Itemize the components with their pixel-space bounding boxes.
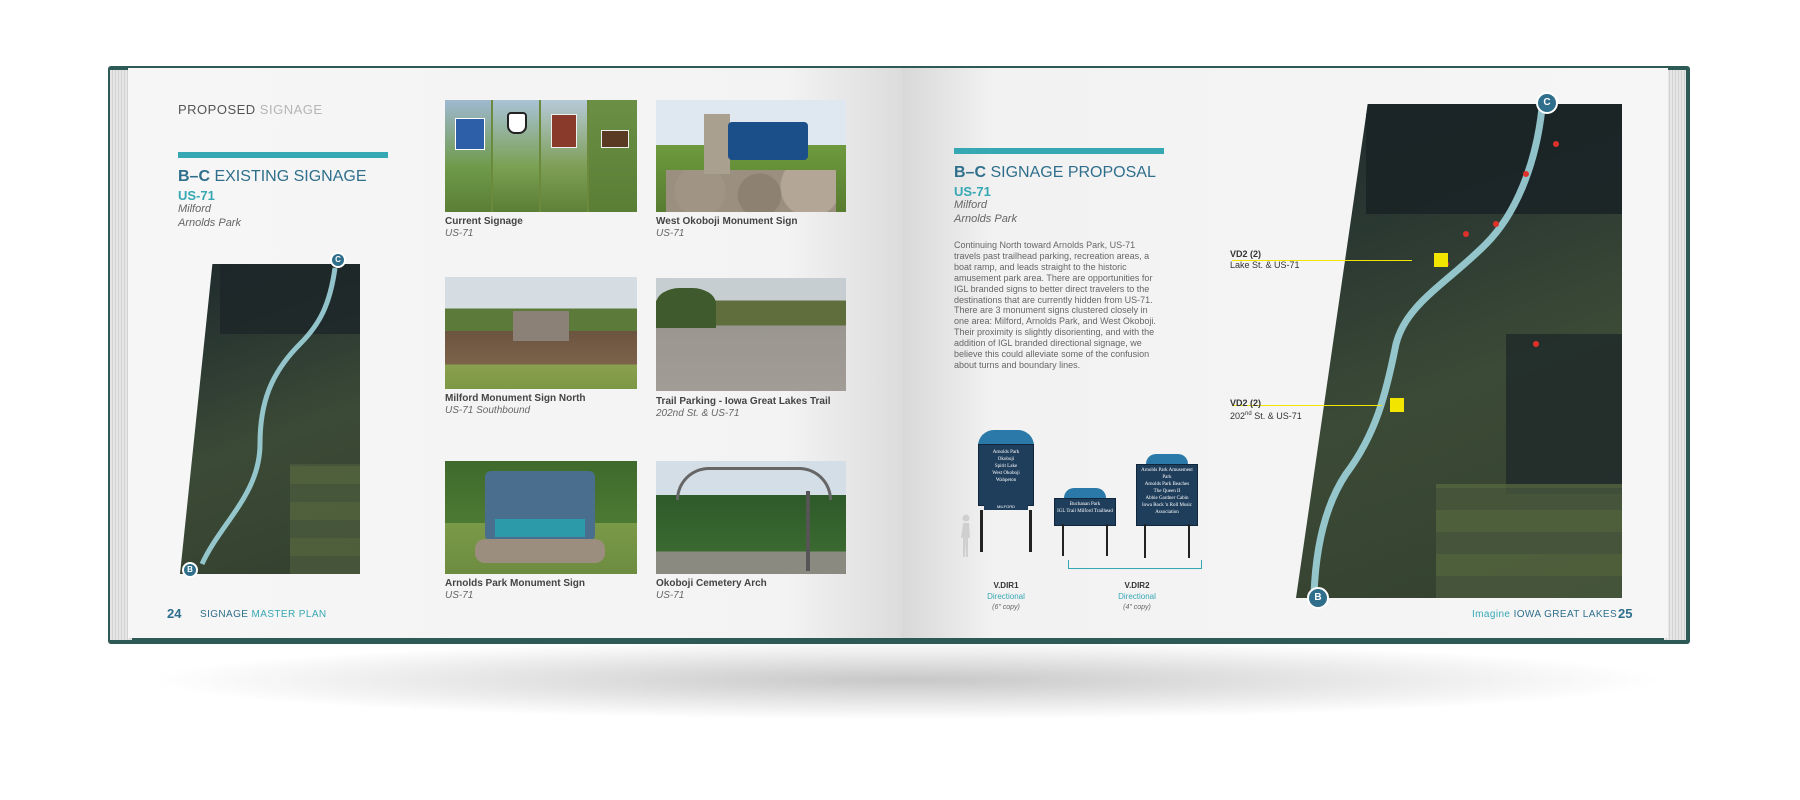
callout-code: VD2 (2) [1230, 249, 1262, 259]
town-list [954, 198, 1017, 226]
sign-type: Directional [987, 592, 1025, 601]
photo-subtitle: US-71 [445, 590, 474, 601]
callout-label [1230, 398, 1302, 422]
sign-vdir1-caption [976, 580, 1036, 613]
sign-destination: Arnolds Park Beaches [1144, 482, 1190, 487]
heading-rule [178, 152, 388, 158]
photo-milford-monument [445, 277, 637, 389]
sign-copy-note: (6" copy) [992, 604, 1020, 611]
sign-destination: Arnolds Park Amusement Park [1141, 468, 1193, 480]
route-label: US-71 [954, 184, 991, 199]
sign-destination: IGL Trail Milford Trailhead [1057, 509, 1113, 514]
photo-arnolds-park-monument [445, 461, 637, 574]
left-page [128, 68, 902, 638]
route-map-left [180, 264, 360, 574]
sign-code: V.DIR2 [1124, 581, 1150, 590]
page-number: 24 [167, 606, 182, 621]
footer-title: Imagine IOWA GREAT LAKES [1472, 609, 1618, 620]
photo-title: Arnolds Park Monument Sign [445, 578, 586, 589]
map-pin-b: B [1307, 587, 1329, 609]
sign-vdir1-illustration [978, 430, 1034, 558]
page-heading: B–C EXISTING SIGNAGE [178, 168, 367, 185]
map-pin-c: C [330, 252, 346, 268]
highway-route [1296, 104, 1622, 598]
section-eyebrow: PROPOSED SIGNAGE [178, 102, 323, 117]
callout-location: St. & US-71 [1251, 411, 1302, 421]
photo-west-okoboji-monument [656, 100, 846, 212]
sign-vdir2-tall-illustration [1136, 454, 1198, 558]
photo-subtitle: US-71 [656, 590, 685, 601]
sign-destination: West Okoboji [992, 471, 1020, 476]
sign-code: V.DIR1 [993, 581, 1019, 590]
callout-superscript: nd [1245, 411, 1252, 417]
sign-vdir2-caption [1102, 580, 1172, 613]
book-shadow [140, 640, 1670, 720]
callout-code: VD2 (2) [1230, 398, 1262, 408]
photo-title: Okoboji Cemetery Arch [656, 578, 767, 589]
town-name: Milford [178, 203, 212, 215]
town-name: Arnolds Park [954, 213, 1017, 225]
sign-destination: Spirit Lake [994, 464, 1018, 469]
route-map-right [1296, 104, 1622, 598]
sign-destination: Buchanan Park [1069, 502, 1101, 507]
photo-title: Trail Parking - Iowa Great Lakes Trail [656, 396, 831, 407]
photo-title: West Okoboji Monument Sign [656, 216, 798, 227]
map-pin-c: C [1536, 92, 1558, 114]
sign-location-marker [1390, 398, 1404, 412]
town-list [178, 202, 241, 230]
human-scale-figure [958, 514, 974, 558]
sign-vdir2-small-illustration [1054, 488, 1116, 558]
sign-type: Directional [1118, 592, 1156, 601]
sign-destination: Arnolds Park [992, 450, 1020, 455]
photo-okoboji-cemetery-arch [656, 461, 846, 574]
sign-group-bracket [1068, 560, 1202, 569]
sign-destination: Abbie Gardner Cabin [1145, 496, 1189, 501]
right-page [902, 68, 1668, 638]
page-heading: B–C SIGNAGE PROPOSAL [954, 164, 1156, 181]
photo-trail-parking [656, 278, 846, 391]
sign-destination: The Queen II [1153, 489, 1181, 494]
photo-subtitle: US-71 [656, 228, 685, 239]
callout-location: Lake St. & US-71 [1230, 260, 1300, 270]
photo-subtitle: US-71 [445, 228, 474, 239]
sign-destination: Okoboji [997, 457, 1015, 462]
town-name: Arnolds Park [178, 217, 241, 229]
route-label: US-71 [178, 188, 215, 203]
body-paragraph-1: Continuing North toward Arnolds Park, US-71 travels past trailhead parking, recreation areas, a boat ramp, and leads straight to the historic amusement park area. There are opportunities for IGL branded signs to better direct travelers to the destinations that are currently hidden from US-71. [954, 240, 1153, 305]
callout-label [1230, 249, 1300, 271]
farmland [290, 464, 360, 574]
map-pin-b: B [182, 562, 198, 578]
callout-location: 202 [1230, 411, 1246, 421]
town-name: Milford [954, 199, 988, 211]
page-number: 25 [1618, 606, 1633, 621]
heading-rule [954, 148, 1164, 154]
photo-subtitle: 202nd St. & US-71 [656, 408, 740, 419]
sign-location-marker [1434, 253, 1448, 267]
sign-base-label: MILFORD [984, 504, 1028, 510]
photo-title: Current Signage [445, 216, 523, 227]
body-paragraph-2: There are 3 monument signs clustered closely in one area: Milford, Arnolds Park, and West Okoboji. Their proximity is slightly disorienting, and with the addition of IGL branded directional signage, we believe this could alleviate some of the confusion about turns and boundary lines. [954, 305, 1156, 370]
footer-title: SIGNAGE MASTER PLAN [200, 609, 327, 620]
photo-title: Milford Monument Sign North [445, 393, 586, 404]
photo-subtitle: US-71 Southbound [445, 405, 531, 416]
photo-current-signage [445, 100, 637, 212]
sign-destination: Wahpeton [995, 478, 1017, 483]
sign-destination: Iowa Rock 'n Roll Music Association [1141, 503, 1193, 515]
sign-copy-note: (4" copy) [1123, 604, 1151, 611]
